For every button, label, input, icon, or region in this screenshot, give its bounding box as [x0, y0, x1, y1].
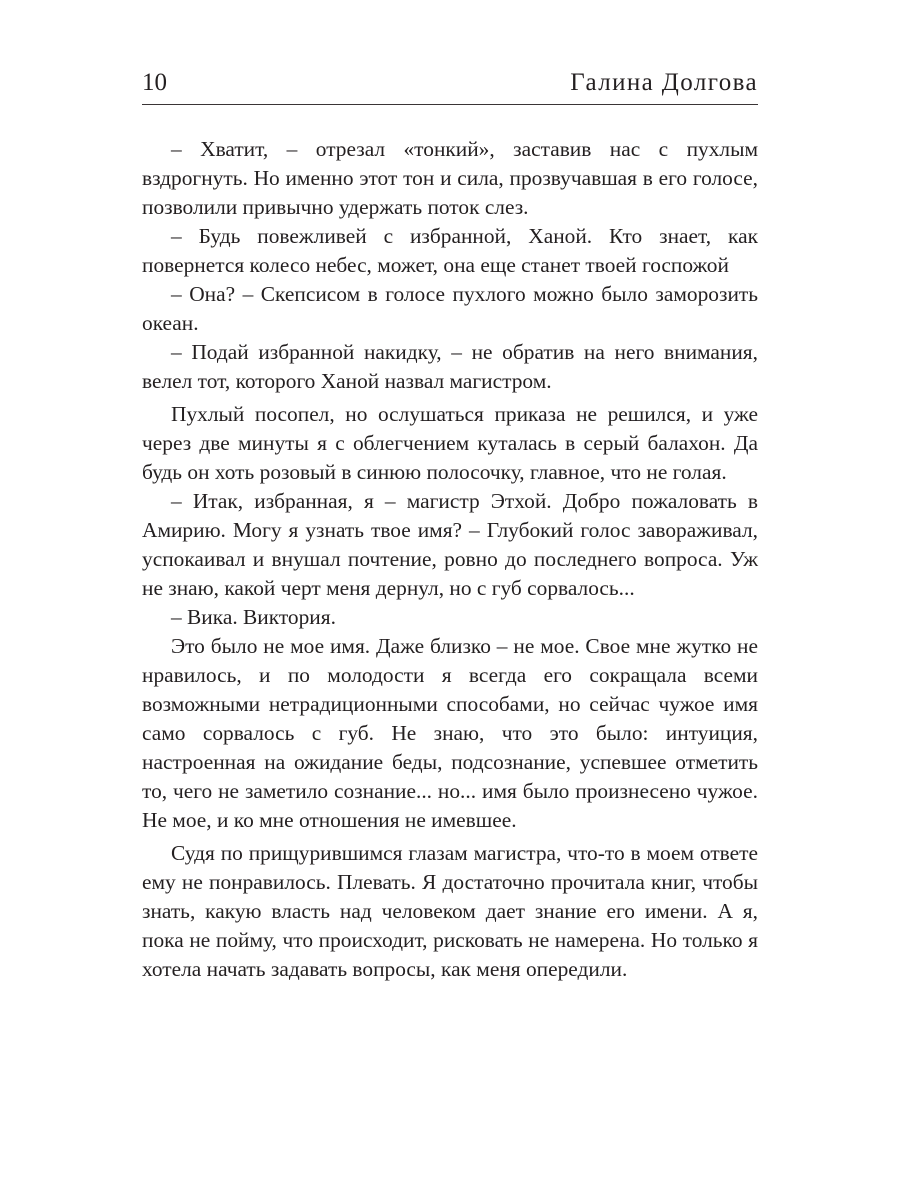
book-page — [142, 64, 758, 984]
running-title-author: Галина Долгова — [570, 69, 758, 96]
paragraph: Это было не мое имя. Даже близко – не мое. Свое мне жутко не нравилось, и по молодости я всегда его сокращала всеми возможными нетрадиционными способами, но сейчас чужое имя само сорвалось с губ. Не знаю, что это было: интуиция, настроенная на ожидание беды, подсознание, успевшее отметить то, чего не заметило сознание... но... имя было произнесено чужое. Не мое, и ко мне отношения не имевшее. — [142, 634, 758, 832]
paragraph: – Будь повежливей с избранной, Ханой. Кто знает, как повернется колесо небес, может, она еще станет твоей госпожой — [142, 224, 758, 277]
paragraph: – Подай избранной накидку, – не обратив на него внимания, велел тот, которого Ханой назвал магистром. — [142, 340, 758, 393]
paragraph: – Вика. Виктория. — [171, 605, 336, 629]
paragraph: – Она? – Скепсисом в голосе пухлого можно было заморозить океан. — [142, 282, 758, 335]
paragraph: – Итак, избранная, я – магистр Этхой. Добро пожаловать в Амирию. Могу я узнать твое имя? – Глубокий голос завораживал, успокаивал и внушал почтение, ровно до последнего вопроса. Уж не знаю, какой черт меня дернул, но с губ сорвалось... — [142, 489, 758, 600]
paragraph: Пухлый посопел, но ослушаться приказа не решился, и уже через две минуты я с облегчением куталась в серый балахон. Да будь он хоть розовый в синюю полосочку, главное, что не голая. — [142, 402, 758, 484]
body-text — [142, 135, 758, 984]
paragraph: Судя по прищурившимся глазам магистра, что-то в моем ответе ему не понравилось. Плевать. Я достаточно прочитала книг, чтобы знать, какую власть над человеком дает знание его имени. А я, пока не пойму, что происходит, рисковать не намерена. Но только я хотела начать задавать вопросы, как меня опередили. — [142, 841, 758, 981]
page-number: 10 — [142, 69, 167, 96]
paragraph: – Хватит, – отрезал «тонкий», заставив нас с пухлым вздрогнуть. Но именно этот тон и сила, прозвучавшая в его голосе, позволили привычно удержать поток слез. — [142, 137, 758, 219]
page-header — [142, 64, 758, 105]
